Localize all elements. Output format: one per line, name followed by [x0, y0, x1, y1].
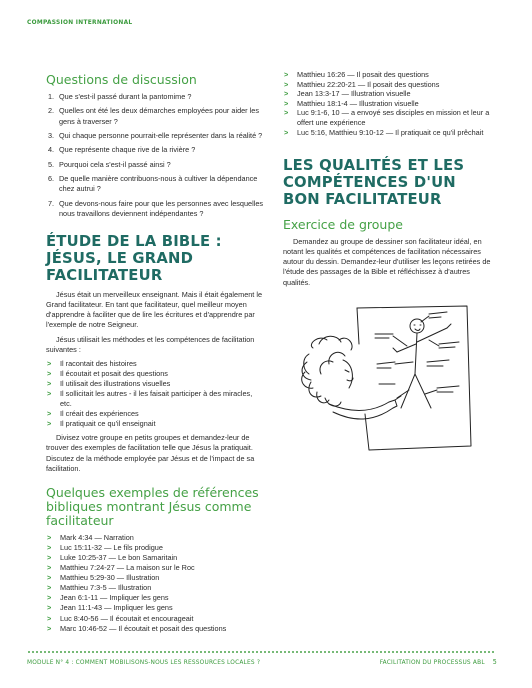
header-org: COMPASSION INTERNATIONAL — [27, 18, 133, 26]
qualities-title: LES QUALITÉS ET LES COMPÉTENCES D'UN BON FACILITATEUR — [283, 157, 465, 209]
list-item: 6. De quelle manière contribuons-nous à cultiver la dépendance chez autrui ? — [48, 174, 258, 194]
footer-divider — [27, 651, 495, 653]
discussion-list — [46, 92, 264, 219]
list-item: > Matthieu 18:1-4 — Illustration visuelle — [284, 98, 419, 108]
discussion-title: Questions de discussion — [46, 72, 197, 87]
list-item: 4. Que représente chaque rive de la rivière ? — [48, 145, 196, 155]
list-item: > Luke 10:25-37 — Le bon Samaritain — [47, 552, 178, 562]
list-item: > Matthieu 7:24-27 — La maison sur le Roc — [47, 563, 195, 573]
list-item: > Matthieu 7:3-5 — Illustration — [47, 583, 152, 593]
arrow-right-icon: > — [47, 532, 52, 542]
arrow-right-icon: > — [284, 127, 289, 137]
list-item: > Luc 5:16, Matthieu 9:10-12 — Il pratiquait ce qu'il prêchait — [284, 127, 484, 137]
arrow-right-icon: > — [47, 552, 52, 562]
study-para-3: Divisez votre groupe en petits groupes et demandez-leur de trouver des exemples de facilitation telle que Jésus la pratiquait. Discutez de la méthode employée par Jésus et de l'impact de sa facilitation. — [46, 433, 255, 473]
facilitator-sketch-icon — [299, 304, 474, 454]
arrow-right-icon: > — [47, 623, 52, 633]
arrow-right-icon: > — [284, 108, 289, 118]
arrow-right-icon: > — [284, 70, 289, 79]
study-title: ÉTUDE DE LA BIBLE : JÉSUS, LE GRAND FACILITATEUR — [46, 233, 222, 285]
list-item: > Il écoutait et posait des questions — [47, 368, 168, 378]
list-item: > Matthieu 5:29-30 — Illustration — [47, 573, 160, 583]
arrow-right-icon: > — [47, 583, 52, 593]
footer-section-label: FACILITATION DU PROCESSUS ABL — [379, 658, 485, 666]
arrow-right-icon: > — [284, 79, 289, 89]
arrow-right-icon: > — [47, 378, 52, 388]
list-item: 3. Qui chaque personne pourrait-elle représenter dans la réalité ? — [48, 130, 263, 140]
arrow-right-icon: > — [47, 368, 52, 378]
study-para-2: Jésus utilisait les méthodes et les compétences de facilitation suivantes : — [46, 334, 255, 354]
refs-list-continued — [283, 70, 497, 137]
left-column — [46, 73, 264, 638]
list-item: > Luc 9:1-6, 10 — a envoyé ses disciples en mission et leur a offert une expérience — [284, 108, 490, 127]
list-item: > Il utilisait des illustrations visuelles — [47, 378, 171, 388]
arrow-right-icon: > — [47, 613, 52, 623]
list-item: > Jean 6:1-11 — Impliquer les gens — [47, 593, 169, 603]
arrow-right-icon: > — [284, 89, 289, 99]
arrow-right-icon: > — [47, 542, 52, 552]
list-item: 1. Que s'est-il passé durant la pantomime ? — [48, 92, 192, 101]
list-item: > Luc 8:40-56 — Il écoutait et encourageait — [47, 613, 194, 623]
list-item: > Luc 15:11-32 — Le fils prodigue — [47, 542, 163, 552]
page-number: 5 — [492, 658, 497, 666]
arrow-right-icon: > — [47, 419, 52, 429]
arrow-right-icon: > — [47, 603, 52, 613]
footer-module: MODULE N° 4 : COMMENT MOBILISONS-NOUS LES RESSOURCES LOCALES ? — [27, 658, 261, 666]
list-item: > Jean 13:3-17 — Illustration visuelle — [284, 89, 411, 99]
list-item: 2. Quelles ont été les deux démarches employées pour aider les gens à traverser ? — [48, 106, 259, 126]
methods-list — [46, 359, 264, 430]
arrow-right-icon: > — [284, 98, 289, 108]
facilitator-sketch — [299, 304, 497, 459]
list-item: 5. Pourquoi cela s'est-il passé ainsi ? — [48, 159, 171, 169]
list-item: > Marc 10:46-52 — Il écoutait et posait des questions — [47, 623, 227, 633]
list-item: > Il sollicitait les autres - il les faisait participer à des miracles, etc. — [47, 389, 253, 409]
arrow-right-icon: > — [47, 389, 52, 398]
list-item: > Il pratiquait ce qu'il enseignait — [47, 419, 156, 429]
list-item: > Mark 4:34 — Narration — [47, 532, 134, 542]
arrow-right-icon: > — [47, 358, 52, 368]
list-item: > Matthieu 16:26 — Il posait des questions — [284, 70, 429, 79]
arrow-right-icon: > — [47, 593, 52, 603]
list-item: > Il créait des expériences — [47, 409, 139, 419]
refs-list — [46, 533, 264, 634]
right-column — [283, 70, 497, 459]
arrow-right-icon: > — [47, 563, 52, 573]
list-item: 7. Que devons-nous faire pour que les personnes avec lesquelles nous travaillons deviennent indépendantes ? — [48, 198, 264, 218]
arrow-right-icon: > — [47, 573, 52, 583]
arrow-right-icon: > — [47, 409, 52, 419]
exercise-title: Exercice de groupe — [283, 217, 403, 233]
refs-title: Quelques exemples de références bibliques montrant Jésus comme facilitateur — [46, 484, 259, 528]
footer-section — [380, 658, 497, 666]
list-item: > Il racontait des histoires — [47, 358, 137, 368]
list-item: > Jean 11:1-43 — Impliquer les gens — [47, 603, 173, 613]
list-item: > Matthieu 22:20-21 — Il posait des questions — [284, 79, 440, 89]
study-para-1: Jésus était un merveilleux enseignant. Mais il était également le Grand facilitateur. En tant que facilitateur, quel meilleur moyen d'apprendre à faciliter que de lire les écritures et d'apprendre par l'exemple de notre Seigneur. — [46, 290, 263, 330]
exercise-text: Demandez au groupe de dessiner son facilitateur idéal, en notant les qualités et compétences de facilitation nécessaires autour du dessin. Demandez-leur d'utiliser les leçons retirées de l'étude des passages de la Bible et réfléchissez à d'autres qualités. — [283, 237, 491, 287]
